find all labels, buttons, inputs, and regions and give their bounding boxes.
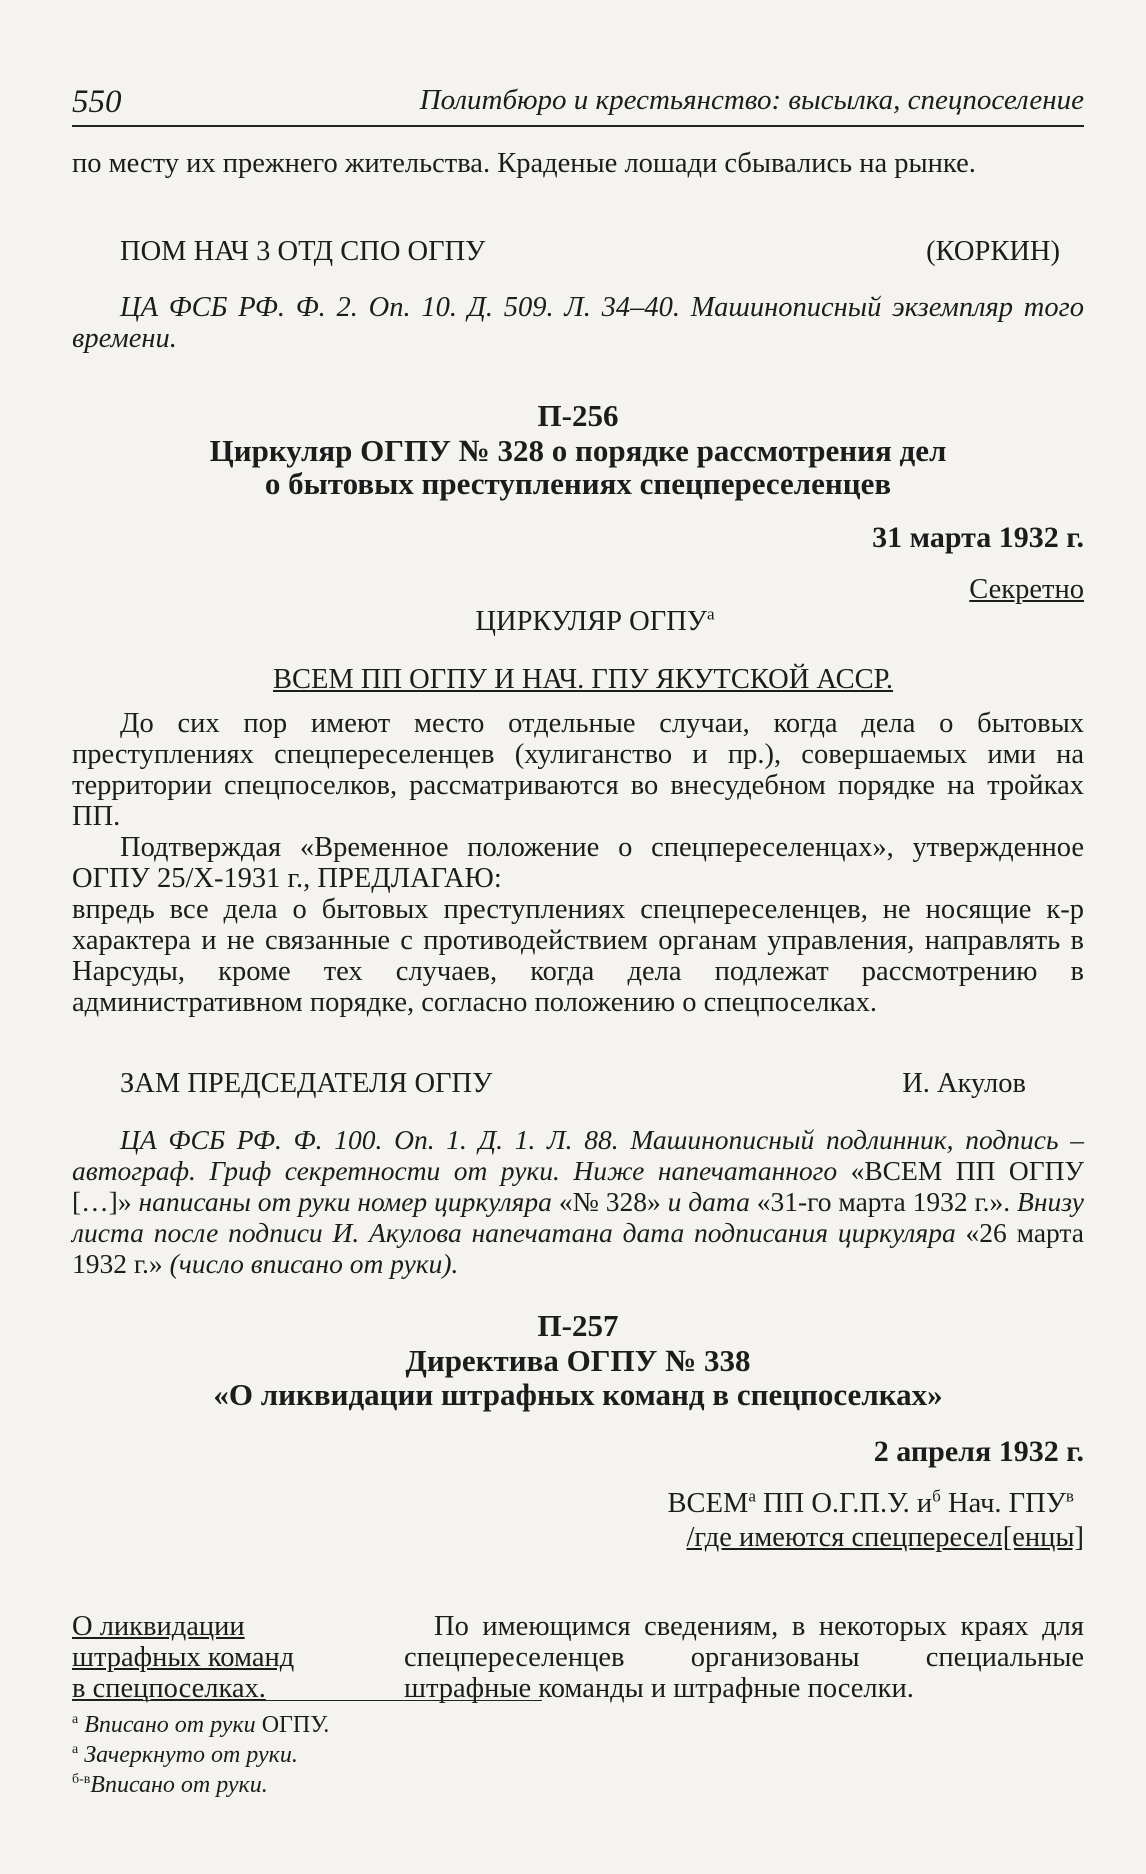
footnote-mark: в [1065, 1486, 1074, 1506]
document-date-257: 2 апреля 1932 г. [873, 1435, 1084, 1468]
footnote-text: Зачеркнуто от руки. [84, 1742, 298, 1768]
signature-name: И. Акулов [902, 1068, 1026, 1099]
document-title-256-line2: о бытовых преступлениях спецпереселенцев [264, 466, 892, 501]
page-number: 550 [72, 84, 122, 120]
source-quote: «31-го марта 1932 г.». [756, 1186, 1011, 1217]
margin-note-line: О ликвидации [72, 1611, 245, 1642]
secrecy-mark [72, 574, 1084, 605]
source-quote: «26 марта 1932 г.» [72, 1217, 1084, 1279]
signature-position: ЗАМ ПРЕДСЕДАТЕЛЯ ОГПУ [120, 1068, 493, 1099]
circular-heading-text: ЦИРКУЛЯР ОГПУ [475, 606, 707, 637]
signature-line-1 [72, 236, 1084, 267]
footnote-text: ОГПУ. [255, 1712, 330, 1738]
addressee-text: ВСЕМ ПП ОГПУ И НАЧ. ГПУ ЯКУТСКОЙ АССР. [272, 664, 894, 695]
addressee-part: ПП О.Г.П.У. и [755, 1488, 933, 1519]
addressee-qualifier: /где имеются спецпересел[енцы] [686, 1522, 1084, 1553]
source-text: (число вписано от руки). [162, 1248, 459, 1279]
running-title: Политбюро и крестьянство: высылка, спецпоселение [419, 84, 1084, 116]
addressee-part: Нач. ГПУ [940, 1488, 1066, 1519]
footnote [72, 1742, 298, 1768]
signature-line-2 [72, 1068, 1084, 1099]
margin-note [72, 1611, 332, 1704]
running-header [72, 84, 1084, 124]
footnote [72, 1772, 268, 1798]
document-title-256-line1: Циркуляр ОГПУ № 328 о порядке рассмотрения дел [209, 433, 947, 468]
paragraph-257-1: По имеющимся сведениям, в некоторых краях для спецпереселенцев организованы специальные штрафные команды и штрафные поселки. [404, 1611, 1084, 1704]
document-title-257-line2: «О ликвидации штрафных команд в спецпоселках» [213, 1377, 943, 1412]
document-date-256: 31 марта 1932 г. [872, 521, 1084, 554]
document-number-257: П-257 [537, 1308, 619, 1343]
source-text: ЦА ФСБ РФ. Ф. 100. Оп. 1. Д. 1. Л. 88. Машинописный подлинник, подпись – автограф. Гриф секретности от руки. Ниже напечатанного [72, 1124, 1084, 1186]
continuation-paragraph: по месту их прежнего жительства. Краденые лошади сбывались на рынке. [72, 148, 976, 179]
source-text: и дата [660, 1186, 757, 1217]
margin-note-line: штрафных команд [72, 1642, 295, 1673]
secrecy-label: Секретно [969, 574, 1084, 605]
archival-source-2 [72, 1124, 1084, 1279]
footnote-mark: а [72, 1742, 79, 1757]
addressee-257 [72, 1488, 1084, 1519]
addressee-part: ВСЕМ [667, 1488, 749, 1519]
addressee-257-line2 [72, 1522, 1084, 1553]
footnote-mark: б [932, 1486, 941, 1506]
footnote-mark: а [748, 1486, 756, 1506]
footnote-mark: а [72, 1712, 79, 1727]
paragraph-256-3: впредь все дела о бытовых преступлениях спецпереселенцев, не носящие к-р характера и не связанные с противодействием органам управления, направлять в Нарсуды, кроме тех случаев, когда дела подлежат рассмотрению в административном порядке, согласно положению о спецпоселках. [72, 894, 1084, 1018]
source-text: Внизу листа после подписи И. Акулова напечатана дата подписания циркуляра [72, 1186, 1084, 1248]
source-quote: «ВСЕМ ПП ОГПУ […]» [72, 1155, 1084, 1217]
document-title-257-line1: Директива ОГПУ № 338 [405, 1343, 751, 1378]
paragraph-256-1: До сих пор имеют место отдельные случаи, когда дела о бытовых преступлениях спецпереселенцев (хулиганство и пр.), совершаемых ими на территории спецпоселков, рассматриваются во внесудебном порядке на тройках ПП. [72, 708, 1084, 832]
footnote-text: Вписано от руки. [90, 1772, 268, 1798]
footnote-mark: б-в [72, 1772, 91, 1787]
footnote-mark: а [706, 604, 715, 624]
footnote-text: Вписано от руки [84, 1712, 256, 1738]
signature-position: ПОМ НАЧ 3 ОТД СПО ОГПУ [120, 236, 486, 267]
footnote [72, 1712, 329, 1738]
document-number-256: П-256 [537, 398, 619, 433]
addressee-256 [72, 664, 1084, 695]
archival-source-1: ЦА ФСБ РФ. Ф. 2. Оп. 10. Д. 509. Л. 34–40. Машинописный экземпляр того времени. [72, 292, 1084, 354]
circular-heading [72, 606, 1084, 637]
margin-note-line: в спецпоселках. [72, 1673, 266, 1704]
footnote-rule [72, 1700, 542, 1701]
signature-name: (КОРКИН) [926, 236, 1060, 267]
source-quote: «№ 328» [558, 1186, 661, 1217]
header-rule [72, 125, 1084, 127]
source-text: написаны от руки номер циркуляра [131, 1186, 559, 1217]
paragraph-256-2: Подтверждая «Временное положение о спецпереселенцах», утвержденное ОГПУ 25/Х-1931 г., ПРЕДЛАГАЮ: [72, 832, 1084, 894]
